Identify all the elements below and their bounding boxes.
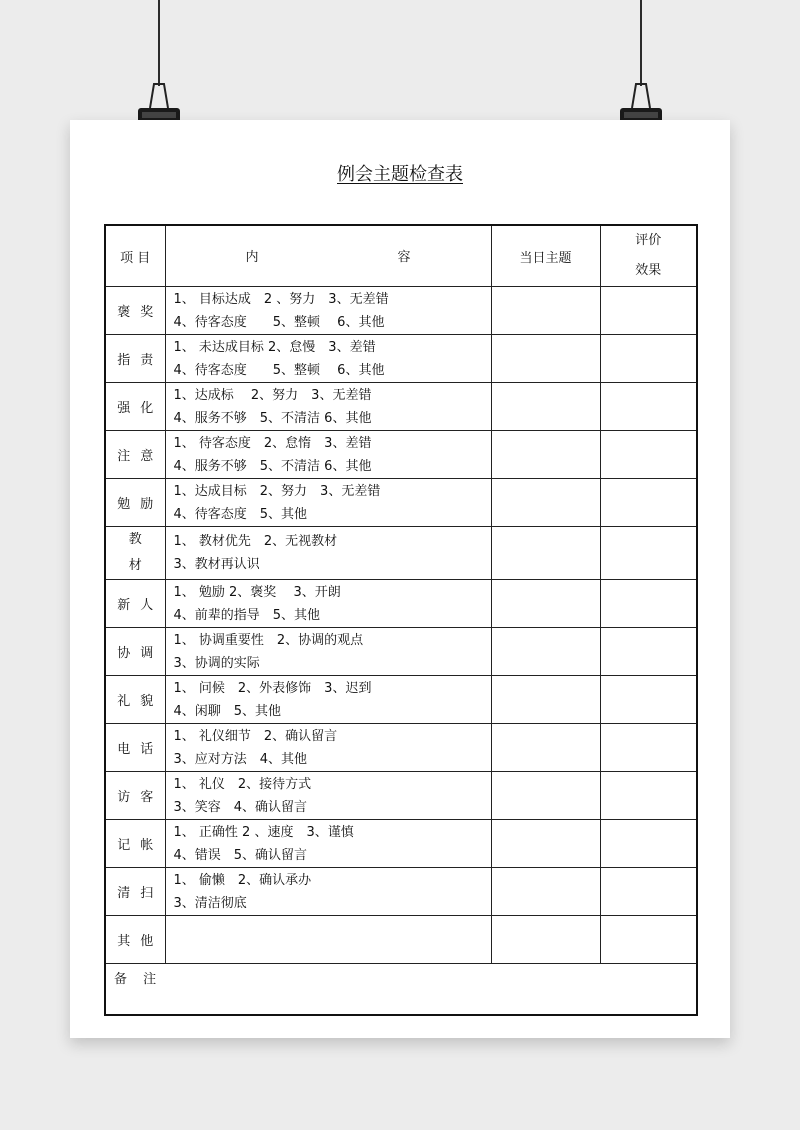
table-header-row: [105, 225, 697, 287]
theme-cell[interactable]: [491, 868, 600, 916]
hanging-wire-right: [640, 0, 642, 86]
theme-cell[interactable]: [491, 580, 600, 628]
theme-cell[interactable]: [491, 383, 600, 431]
row-category: 指责: [105, 335, 165, 383]
eval-cell[interactable]: [600, 527, 697, 580]
theme-cell[interactable]: [491, 479, 600, 527]
table-row: [105, 868, 697, 916]
eval-cell[interactable]: [600, 287, 697, 335]
row-content: 1、达成目标 2、努力 3、无差错 4、待客态度 5、其他: [165, 479, 491, 527]
theme-cell[interactable]: [491, 772, 600, 820]
table-row: [105, 431, 697, 479]
eval-cell[interactable]: [600, 479, 697, 527]
row-category: 协调: [105, 628, 165, 676]
header-theme: 当日主题: [491, 225, 600, 287]
header-content: 内 容: [165, 225, 491, 287]
hanging-wire-left: [158, 0, 160, 86]
row-content: 1、 偷懒 2、确认承办 3、清洁彻底: [165, 868, 491, 916]
table-row: [105, 916, 697, 964]
row-content: 1、 未达成目标 2、怠慢 3、差错 4、待客态度 5、整顿 6、其他: [165, 335, 491, 383]
table-row: [105, 820, 697, 868]
row-category: 新人: [105, 580, 165, 628]
paper-sheet: [70, 120, 730, 1038]
table-row: [105, 479, 697, 527]
table-row: [105, 287, 697, 335]
table-row: [105, 724, 697, 772]
remarks-label: 备 注: [114, 972, 163, 987]
row-category: 强化: [105, 383, 165, 431]
eval-cell[interactable]: [600, 580, 697, 628]
row-category: 其他: [105, 916, 165, 964]
row-content: 1、 协调重要性 2、协调的观点 3、协调的实际: [165, 628, 491, 676]
row-content: 1、 问候 2、外表修饰 3、迟到 4、闲聊 5、其他: [165, 676, 491, 724]
theme-cell[interactable]: [491, 628, 600, 676]
checklist-table: [104, 224, 698, 1016]
eval-cell[interactable]: [600, 916, 697, 964]
eval-cell[interactable]: [600, 724, 697, 772]
row-content: 1、 正确性 2 、速度 3、谨慎 4、错误 5、确认留言: [165, 820, 491, 868]
row-category: 勉励: [105, 479, 165, 527]
row-content: 1、 教材优先 2、无视教材 3、教材再认识: [165, 527, 491, 580]
theme-cell[interactable]: [491, 676, 600, 724]
eval-cell[interactable]: [600, 628, 697, 676]
eval-cell[interactable]: [600, 383, 697, 431]
row-content: 1、 礼仪 2、接待方式 3、笑容 4、确认留言: [165, 772, 491, 820]
table-row: [105, 383, 697, 431]
row-category: 褒奖: [105, 287, 165, 335]
remarks-row: [105, 964, 697, 1016]
theme-cell[interactable]: [491, 820, 600, 868]
theme-cell[interactable]: [491, 724, 600, 772]
row-category: 注意: [105, 431, 165, 479]
table-row: [105, 527, 697, 580]
eval-cell[interactable]: [600, 772, 697, 820]
header-eval: 评价 效果: [600, 225, 697, 287]
row-content[interactable]: [165, 916, 491, 964]
row-category: 访客: [105, 772, 165, 820]
row-content: 1、 目标达成 2 、努力 3、无差错 4、待客态度 5、整顿 6、其他: [165, 287, 491, 335]
header-item: 项 目: [105, 225, 165, 287]
eval-cell[interactable]: [600, 676, 697, 724]
table-row: [105, 335, 697, 383]
row-category: 礼貌: [105, 676, 165, 724]
row-content: 1、 待客态度 2、怠惰 3、差错 4、服务不够 5、不清洁 6、其他: [165, 431, 491, 479]
theme-cell[interactable]: [491, 335, 600, 383]
theme-cell[interactable]: [491, 287, 600, 335]
eval-cell[interactable]: [600, 868, 697, 916]
row-content: 1、 勉励 2、褒奖 3、开朗 4、前辈的指导 5、其他: [165, 580, 491, 628]
table-row: [105, 676, 697, 724]
table-row: [105, 580, 697, 628]
row-content: 1、达成标 2、努力 3、无差错 4、服务不够 5、不清洁 6、其他: [165, 383, 491, 431]
remarks-cell[interactable]: [105, 964, 697, 1016]
theme-cell[interactable]: [491, 431, 600, 479]
eval-cell[interactable]: [600, 335, 697, 383]
row-category: 记帐: [105, 820, 165, 868]
row-category: 清扫: [105, 868, 165, 916]
table-row: [105, 628, 697, 676]
row-category: 电话: [105, 724, 165, 772]
row-category: 教材: [105, 527, 165, 580]
eval-cell[interactable]: [600, 820, 697, 868]
row-content: 1、 礼仪细节 2、确认留言 3、应对方法 4、其他: [165, 724, 491, 772]
theme-cell[interactable]: [491, 916, 600, 964]
eval-cell[interactable]: [600, 431, 697, 479]
page-title: 例会主题检查表: [337, 164, 463, 185]
table-row: [105, 772, 697, 820]
theme-cell[interactable]: [491, 527, 600, 580]
